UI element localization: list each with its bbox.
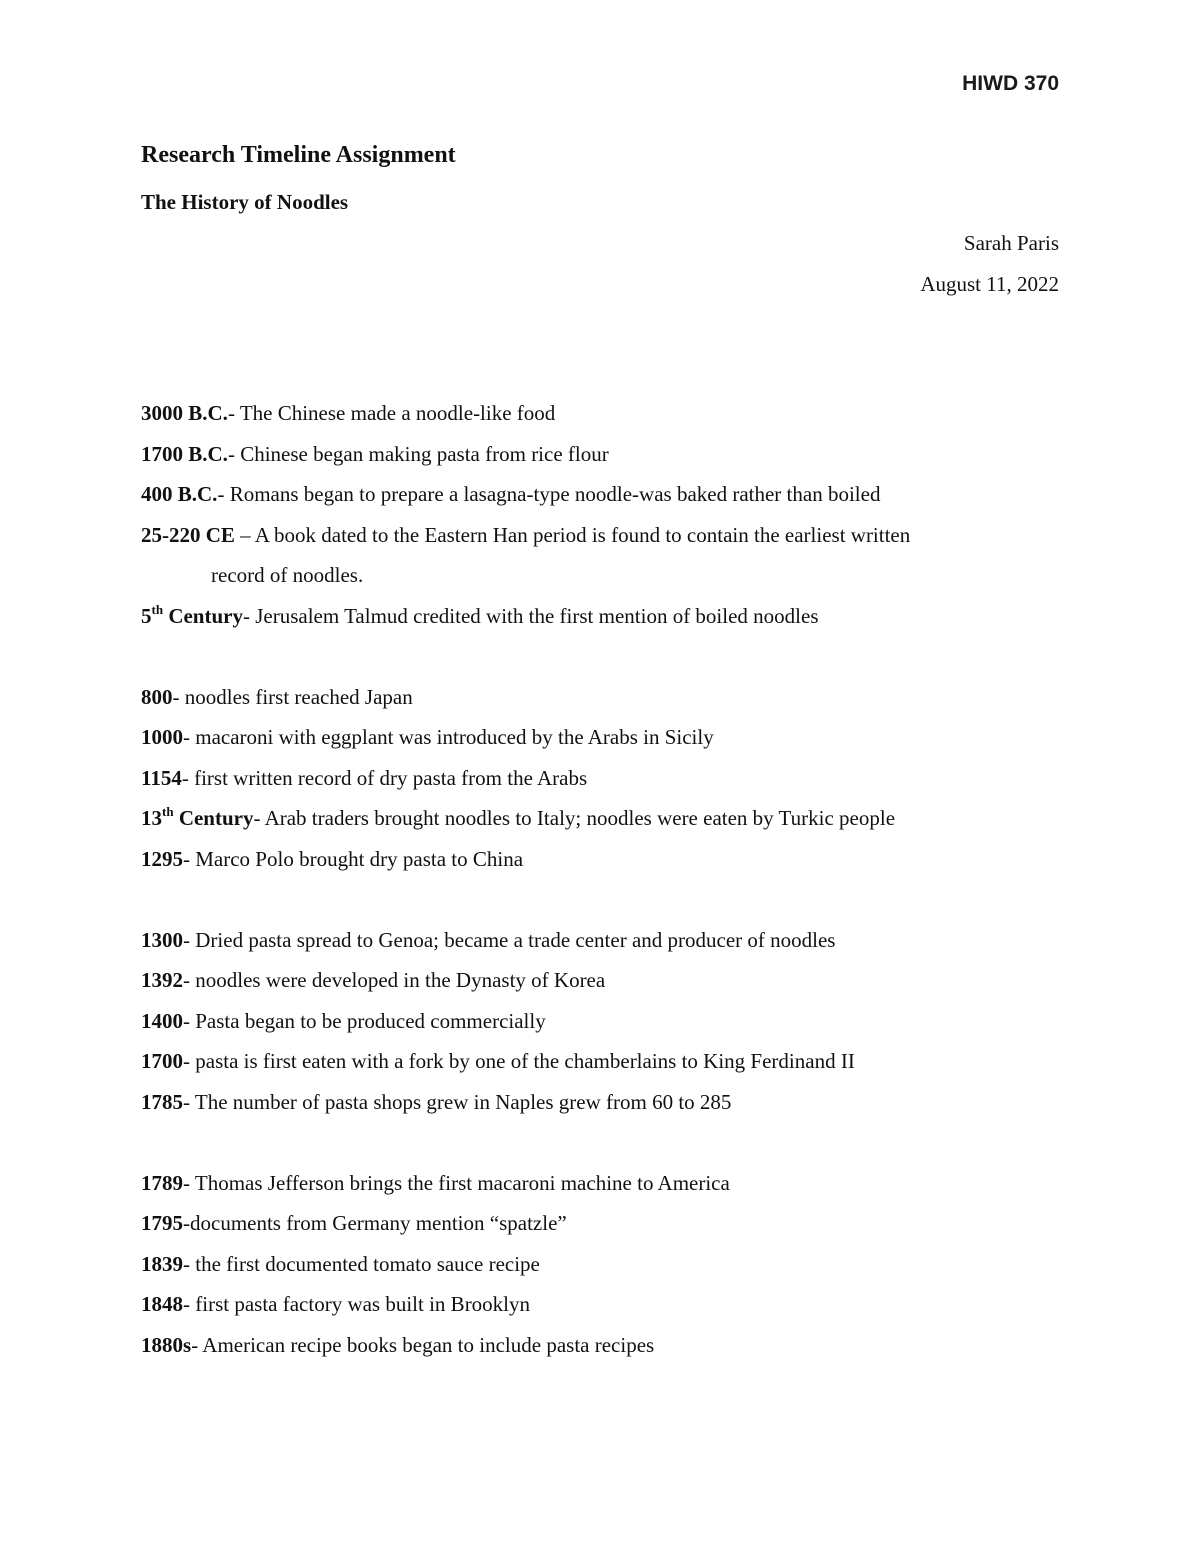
entry-text: The number of pasta shops grew in Naples grew from 60 to 285 [194, 1089, 732, 1114]
entry-year: 1795 [141, 1211, 183, 1235]
entry-separator: - [183, 968, 196, 992]
entry-separator: - [183, 725, 196, 749]
entry-text: Chinese began making pasta from rice flour [240, 441, 609, 466]
timeline-entry [141, 798, 1061, 839]
entry-text: Dried pasta spread to Genoa; became a trade center and producer of noodles [195, 927, 836, 952]
timeline-entry [141, 839, 1061, 880]
entry-year: 1300 [141, 927, 183, 952]
entry-year: 1700 B.C. [141, 441, 228, 466]
section-spacer [141, 1122, 1061, 1163]
entry-separator: - [183, 1170, 195, 1195]
entry-year: 1848 [141, 1292, 183, 1316]
timeline-entry [141, 515, 1061, 596]
document-title: Research Timeline Assignment [141, 142, 456, 168]
year-number: 5 [141, 603, 152, 628]
year-unit: Century [173, 806, 254, 830]
timeline-list [141, 393, 1061, 1365]
entry-text: American recipe books began to include pasta recipes [202, 1332, 655, 1357]
timeline-entry [141, 474, 1061, 515]
timeline-entry [141, 596, 1061, 637]
entry-text: Thomas Jefferson brings the first macaroni machine to America [194, 1170, 730, 1195]
timeline-entry [141, 434, 1061, 475]
entry-text: The Chinese made a noodle-like food [239, 401, 556, 425]
entry-separator: - [183, 1008, 196, 1033]
timeline-entry [141, 1284, 1061, 1325]
entry-separator: - [183, 846, 196, 871]
entry-separator: - [242, 603, 256, 628]
entry-text: pasta is first eaten with a fork by one of the chamberlains to King Ferdinand II [195, 1049, 855, 1073]
timeline-entry [141, 758, 1061, 799]
entry-year: 1295 [141, 846, 183, 871]
entry-separator: - [183, 927, 196, 952]
year-unit: Century [163, 603, 243, 628]
section-spacer [141, 879, 1061, 920]
timeline-entry [141, 1203, 1061, 1244]
timeline-entry [141, 1325, 1061, 1366]
entry-text: macaroni with eggplant was introduced by the Arabs in Sicily [195, 725, 714, 749]
entry-text: the first documented tomato sauce recipe [195, 1251, 540, 1276]
course-code: HIWD 370 [962, 72, 1059, 95]
entry-year: 3000 B.C. [141, 401, 228, 425]
entry-text: Romans began to prepare a lasagna-type noodle-was baked rather than boiled [229, 482, 881, 506]
entry-text: Arab traders brought noodles to Italy; noodles were eaten by Turkic people [264, 806, 896, 830]
entry-year: 1789 [141, 1170, 183, 1195]
entry-separator: - [191, 1332, 203, 1357]
timeline-entry [141, 393, 1061, 434]
entry-text: first written record of dry pasta from the Arabs [194, 765, 588, 790]
entry-year: 1880s [141, 1332, 192, 1357]
entry-year: 800 [141, 684, 173, 709]
entry-separator: - [183, 1049, 196, 1073]
entry-year: 1000 [141, 725, 183, 749]
entry-separator: - [183, 1251, 196, 1276]
entry-year: 1700 [141, 1049, 183, 1073]
timeline-entry [141, 1001, 1061, 1042]
timeline-entry [141, 1244, 1061, 1285]
entry-text: A book dated to the Eastern Han period is found to contain the earliest written [254, 522, 911, 547]
year-number: 13 [141, 806, 162, 830]
entry-text: Pasta began to be produced commercially [195, 1008, 546, 1033]
entry-text-continuation: record of noodles. [211, 563, 364, 587]
entry-year: 25-220 CE [141, 522, 235, 547]
entry-separator: - [183, 1089, 195, 1114]
section-spacer [141, 636, 1061, 677]
entry-separator: - [183, 1211, 190, 1235]
document-subtitle: The History of Noodles [141, 190, 349, 214]
timeline-entry [141, 1082, 1061, 1123]
entry-text: noodles were developed in the Dynasty of Korea [195, 968, 606, 992]
entry-separator: - [227, 401, 240, 425]
entry-year: 1154 [141, 765, 182, 790]
timeline-entry [141, 920, 1061, 961]
year-ordinal-suffix: th [162, 804, 174, 819]
entry-separator: - [183, 1292, 196, 1316]
entry-text: Jerusalem Talmud credited with the first mention of boiled noodles [255, 603, 819, 628]
author-name: Sarah Paris [963, 231, 1059, 255]
entry-year [141, 601, 243, 628]
entry-year: 1400 [141, 1008, 183, 1033]
timeline-entry [141, 960, 1061, 1001]
timeline-entry [141, 717, 1061, 758]
entry-year: 400 B.C. [141, 482, 218, 506]
entry-year [141, 806, 253, 830]
entry-text: noodles first reached Japan [184, 684, 413, 709]
timeline-entry [141, 1041, 1061, 1082]
entry-separator: - [217, 482, 230, 506]
entry-separator: - [181, 765, 195, 790]
entry-text: first pasta factory was built in Brooklyn [195, 1292, 531, 1316]
entry-separator: - [253, 806, 265, 830]
timeline-entry [141, 677, 1061, 718]
entry-separator: - [227, 441, 241, 466]
entry-separator: – [234, 522, 255, 547]
entry-text: Marco Polo brought dry pasta to China [195, 846, 524, 871]
document-date: August 11, 2022 [920, 272, 1059, 296]
entry-year: 1392 [141, 968, 183, 992]
timeline-entry [141, 1163, 1061, 1204]
entry-year: 1785 [141, 1089, 183, 1114]
year-ordinal-suffix: th [151, 601, 164, 617]
entry-year: 1839 [141, 1251, 183, 1276]
entry-text: documents from Germany mention “spatzle” [190, 1211, 567, 1235]
entry-separator: - [172, 684, 185, 709]
